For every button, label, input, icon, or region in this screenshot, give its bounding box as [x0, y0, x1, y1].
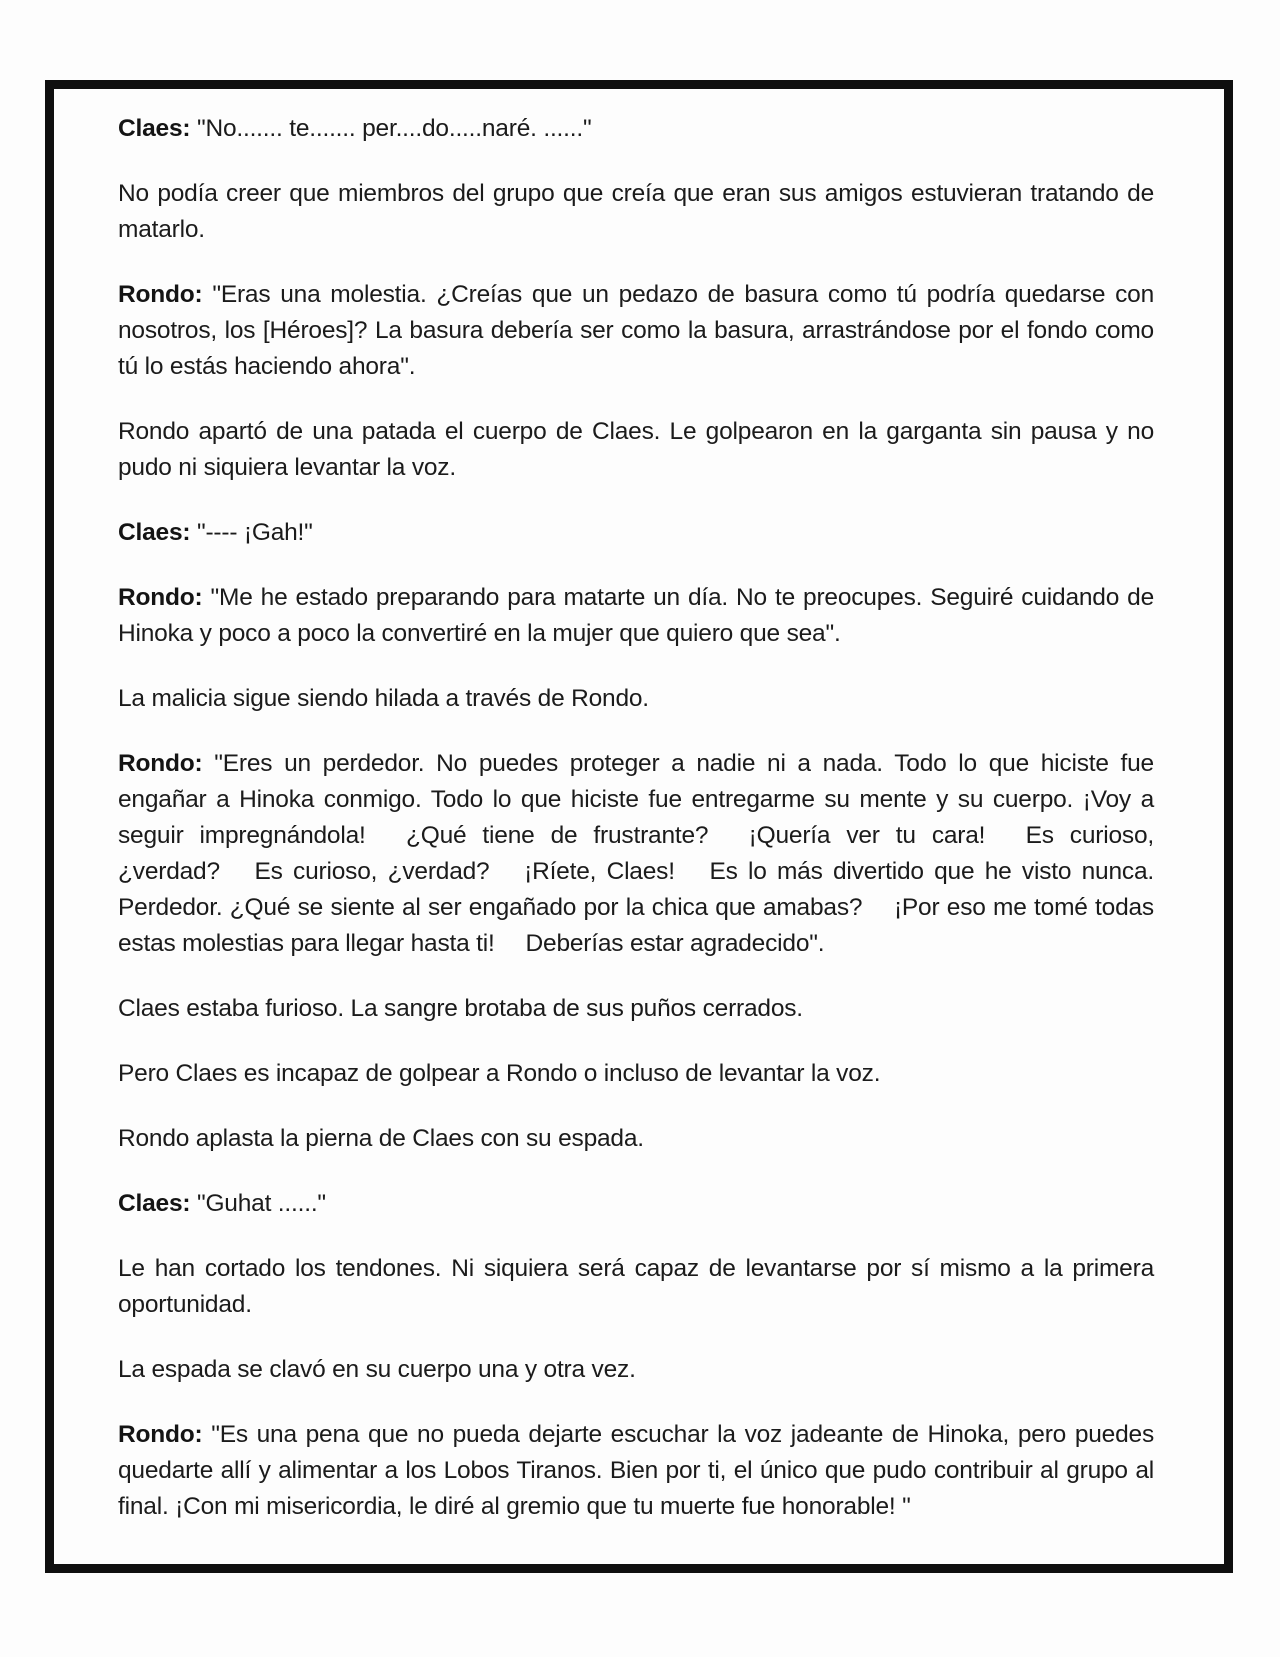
paragraph-text: "Me he estado preparando para matarte un día. No te preocupes. Seguiré cuidando de Hinoka y poco a poco la convertiré en la mujer que quiero que sea". — [118, 584, 1154, 647]
speaker-label: Claes: — [118, 1190, 191, 1217]
speaker-label: Rondo: — [118, 281, 203, 308]
paragraph — [118, 1186, 1154, 1222]
paragraph-text: No podía creer que miembros del grupo que creía que eran sus amigos estuvieran tratando de matarlo. — [118, 180, 1154, 243]
paragraph — [118, 746, 1154, 962]
paragraph-text: Pero Claes es incapaz de golpear a Rondo o incluso de levantar la voz. — [118, 1060, 881, 1087]
paragraph-text: "---- ¡Gah!" — [190, 519, 313, 546]
speaker-label: Rondo: — [118, 1421, 203, 1448]
paragraph-text: Le han cortado los tendones. Ni siquiera será capaz de levantarse por sí mismo a la primera oportunidad. — [118, 1255, 1154, 1318]
paragraph — [118, 414, 1154, 486]
paragraph-text: "Es una pena que no pueda dejarte escuchar la voz jadeante de Hinoka, pero puedes quedarte allí y alimentar a los Lobos Tiranos. Bien por ti, el único que pudo contribuir al grupo al final. ¡Con mi misericordia, le diré al gremio que tu muerte fue honorable! " — [118, 1421, 1154, 1520]
speaker-label: Claes: — [118, 115, 191, 142]
speaker-label: Claes: — [118, 519, 191, 546]
paragraph — [118, 991, 1154, 1027]
paragraph-text: Rondo apartó de una patada el cuerpo de Claes. Le golpearon en la garganta sin pausa y no pudo ni siquiera levantar la voz. — [118, 418, 1154, 481]
paragraph-text: "Eres un perdedor. No puedes proteger a nadie ni a nada. Todo lo que hiciste fue engañar a Hinoka conmigo. Todo lo que hiciste fue entregarme su mente y su cuerpo. ¡Voy a seguir impregnándola! ¿Qué tiene de frustrante? ¡Quería ver tu cara! Es curioso, ¿verdad? Es curioso, ¿verdad? ¡Ríete, Claes! Es lo más divertido que he visto nunca. Perdedor. ¿Qué se siente al ser engañado por la chica que amabas? ¡Por eso me tomé todas estas molestias para llegar hasta ti! Deberías estar agradecido". — [118, 750, 1154, 957]
paragraph — [118, 580, 1154, 652]
document-frame — [45, 80, 1233, 1573]
speaker-label: Rondo: — [118, 750, 203, 777]
speaker-label: Rondo: — [118, 584, 203, 611]
paragraph-text: "Eras una molestia. ¿Creías que un pedazo de basura como tú podría quedarse con nosotros, los [Héroes]? La basura debería ser como la basura, arrastrándose por el fondo como tú lo estás haciendo ahora". — [118, 281, 1154, 380]
paragraph-text: Rondo aplasta la pierna de Claes con su espada. — [118, 1125, 644, 1152]
paragraph — [118, 515, 1154, 551]
paragraph — [118, 176, 1154, 248]
paragraph-text: La espada se clavó en su cuerpo una y otra vez. — [118, 1356, 636, 1383]
paragraph-text: Claes estaba furioso. La sangre brotaba de sus puños cerrados. — [118, 995, 803, 1022]
paragraph — [118, 1251, 1154, 1323]
paragraph — [118, 681, 1154, 717]
paragraph — [118, 277, 1154, 385]
paragraph — [118, 1352, 1154, 1388]
paragraph — [118, 1056, 1154, 1092]
paragraph-text: "Guhat ......" — [190, 1190, 326, 1217]
paragraph — [118, 1121, 1154, 1157]
paragraph-text: La malicia sigue siendo hilada a través de Rondo. — [118, 685, 649, 712]
paragraph — [118, 1417, 1154, 1525]
paragraph — [118, 111, 1154, 147]
paragraph-text: "No....... te....... per....do.....naré. ......" — [190, 115, 592, 142]
